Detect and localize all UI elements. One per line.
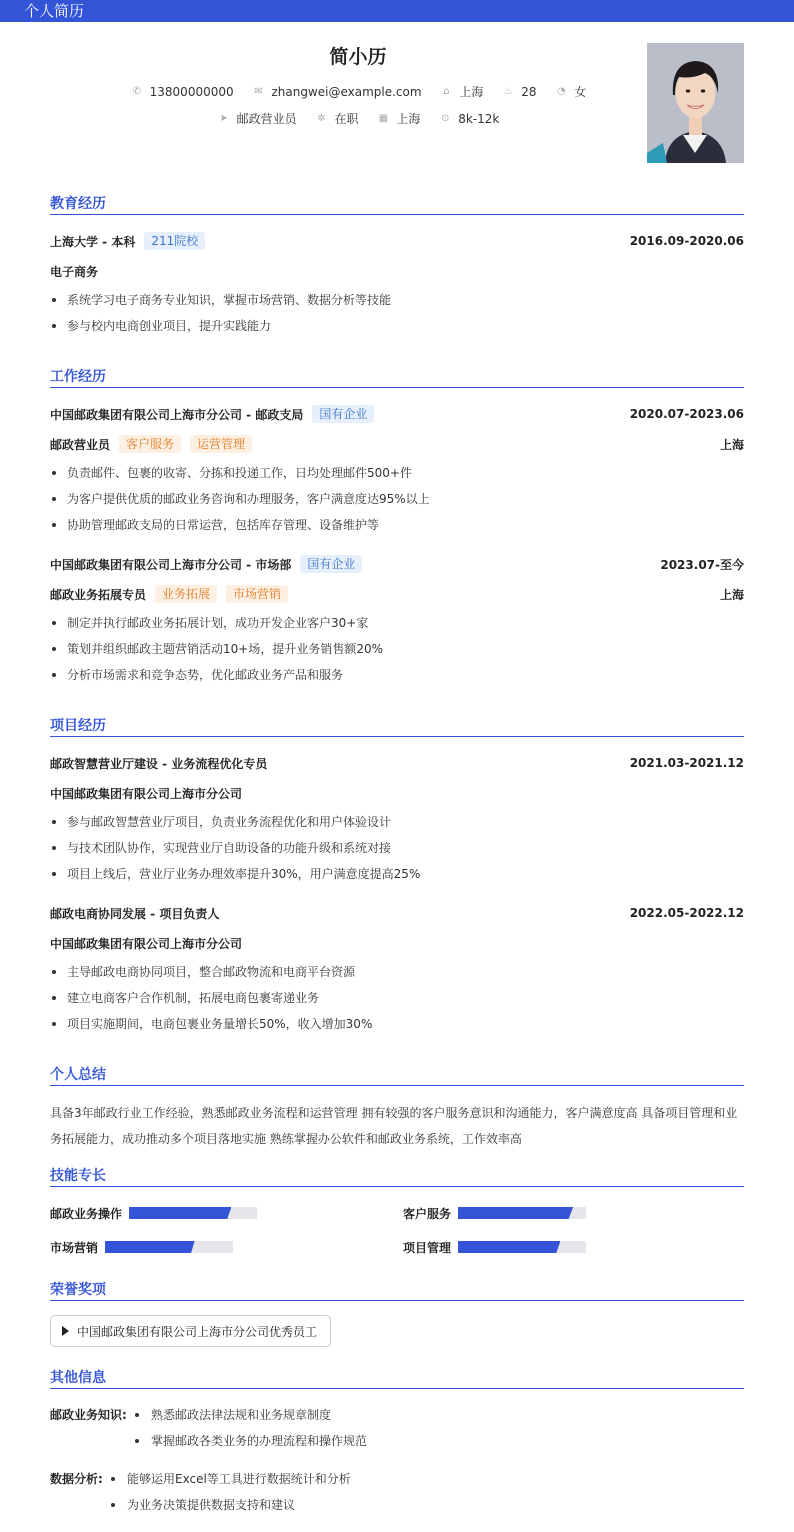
project-header (50, 754, 744, 772)
award-text: 中国邮政集团有限公司上海市分公司优秀员工 (77, 1324, 318, 1339)
section-title: 个人总结 (50, 1064, 744, 1086)
skill-bar-fill (129, 1207, 231, 1219)
list-item: 分析市场需求和竞争态势，优化邮政业务产品和服务 (50, 666, 744, 684)
phone: 13800000000 (149, 84, 234, 99)
section-title: 工作经历 (50, 366, 744, 388)
age: 28 (521, 84, 537, 99)
skill-item (403, 1204, 586, 1222)
role: 邮政业务拓展专员 (50, 587, 147, 602)
expand-triangle-icon (62, 1326, 69, 1336)
gender: 女 (574, 85, 587, 99)
project-header (50, 904, 744, 922)
other-label: 邮政业务知识: (50, 1408, 127, 1422)
send-icon: ➤ (219, 113, 228, 124)
list-item: 为业务决策提供数据支持和建议 (109, 1496, 295, 1514)
list-item: 协助管理邮政支局的日常运营，包括库存管理、设备维护等 (50, 516, 744, 534)
role-tag: 客户服务 (119, 435, 181, 453)
list-item: 与技术团队协作，实现营业厅自助设备的功能升级和系统对接 (50, 839, 744, 857)
skill-bar (105, 1241, 233, 1253)
header-title: 个人简历 (24, 2, 85, 20)
work-role-row (50, 435, 744, 453)
section-title: 技能专长 (50, 1165, 744, 1187)
project-org: 中国邮政集团有限公司上海市分公司 (50, 786, 243, 801)
project-title: 邮政电商协同发展 - 项目负责人 (50, 906, 220, 921)
resume-name: 简小历 (329, 46, 387, 68)
home-icon: ⌂ (443, 86, 450, 97)
major-row (50, 262, 744, 280)
list-item: 参与校内电商创业项目，提升实践能力 (50, 317, 744, 335)
project-date: 2022.05-2022.12 (629, 906, 744, 920)
role-tag: 业务拓展 (155, 585, 217, 603)
section-skills (50, 1165, 744, 1187)
list-item: 系统学习电子商务专业知识，掌握市场营销、数据分析等技能 (50, 291, 744, 309)
summary-text: 具备3年邮政行业工作经验，熟悉邮政业务流程和运营管理 拥有较强的客户服务意识和沟通能力，客户满意度高 具备项目管理和业务拓展能力，成功推动多个项目落地实施 熟练掌握办公软件和邮政业务系统，工作效率高 (50, 1106, 738, 1146)
list-item: 掌握邮政各类业务的办理流程和操作规范 (133, 1432, 367, 1450)
target-city: 上海 (396, 112, 421, 126)
skill-bar (458, 1241, 586, 1253)
list-item: 项目实施期间，电商包裹业务量增长50%，收入增加30% (50, 1015, 744, 1033)
section-education (50, 193, 744, 215)
skill-bar (129, 1207, 257, 1219)
job-status: 在职 (334, 112, 359, 126)
skill-bar-fill (458, 1207, 573, 1219)
company-tag: 国有企业 (312, 405, 374, 423)
list-item: 负责邮件、包裹的收寄、分拣和投递工作，日均处理邮件500+件 (50, 464, 744, 482)
section-awards (50, 1279, 744, 1301)
skill-name: 市场营销 (50, 1240, 99, 1255)
city: 上海 (459, 85, 484, 99)
header-bar (0, 0, 794, 22)
skill-item (50, 1204, 257, 1222)
contact-row (0, 83, 716, 100)
profile-photo (647, 43, 744, 163)
company-name: 中国邮政集团有限公司上海市分公司 - 市场部 (50, 557, 292, 572)
list-item: 能够运用Excel等工具进行数据统计和分析 (109, 1470, 351, 1488)
skill-item (50, 1238, 233, 1256)
education-header (50, 232, 744, 250)
section-work (50, 366, 744, 388)
intent-row (0, 110, 716, 127)
skill-item (403, 1238, 586, 1256)
list-item: 项目上线后，营业厅业务办理效率提升30%，用户满意度提高25% (50, 865, 744, 883)
other-label: 数据分析: (50, 1472, 103, 1486)
skill-bar-fill (458, 1241, 560, 1253)
list-item: 为客户提供优质的邮政业务咨询和办理服务，客户满意度达95%以上 (50, 490, 744, 508)
list-item: 制定并执行邮政业务拓展计划，成功开发企业客户30+家 (50, 614, 744, 632)
company-tag: 国有企业 (300, 555, 362, 573)
settings-icon: ✲ (317, 113, 326, 124)
gender-icon: ◔ (556, 86, 566, 97)
work-header (50, 405, 744, 423)
work-header (50, 555, 744, 573)
email: zhangwei@example.com (271, 84, 422, 99)
section-title: 其他信息 (50, 1367, 744, 1389)
section-projects (50, 715, 744, 737)
portrait-image (647, 43, 744, 163)
list-item: 参与邮政智慧营业厅项目，负责业务流程优化和用户体验设计 (50, 813, 744, 831)
section-title: 荣誉奖项 (50, 1279, 744, 1301)
list-item: 策划并组织邮政主题营销活动10+场，提升业务销售额20% (50, 640, 744, 658)
work-location: 上海 (719, 587, 744, 602)
list-item: 熟悉邮政法律法规和业务规章制度 (133, 1406, 331, 1424)
company-name: 中国邮政集团有限公司上海市分公司 - 邮政支局 (50, 407, 304, 422)
salary: 8k-12k (458, 111, 500, 126)
project-org-row (50, 784, 744, 802)
school-name: 上海大学 - 本科 (50, 234, 136, 249)
section-other (50, 1367, 744, 1389)
mail-icon: ✉ (254, 86, 263, 97)
work-date: 2023.07-至今 (660, 557, 744, 572)
work-location: 上海 (719, 437, 744, 452)
list-item: 主导邮政电商协同项目，整合邮政物流和电商平台资源 (50, 963, 744, 981)
work-date: 2020.07-2023.06 (629, 407, 744, 421)
section-summary (50, 1064, 744, 1086)
major: 电子商务 (50, 264, 99, 279)
building-icon: ▦ (378, 113, 389, 124)
school-tag: 211院校 (144, 232, 205, 250)
project-org-row (50, 934, 744, 952)
section-title: 教育经历 (50, 193, 744, 215)
job-intent: 邮政营业员 (236, 112, 297, 126)
list-item: 建立电商客户合作机制，拓展电商包裹寄递业务 (50, 989, 744, 1007)
skill-name: 项目管理 (403, 1240, 452, 1255)
salary-icon: ⊙ (440, 113, 450, 124)
role: 邮政营业员 (50, 437, 111, 452)
section-title: 项目经历 (50, 715, 744, 737)
skill-name: 客户服务 (403, 1206, 452, 1221)
project-org: 中国邮政集团有限公司上海市分公司 (50, 936, 243, 951)
project-title: 邮政智慧营业厅建设 - 业务流程优化专员 (50, 756, 268, 771)
work-role-row (50, 585, 744, 603)
project-date: 2021.03-2021.12 (629, 756, 744, 770)
award-item[interactable] (50, 1315, 331, 1347)
phone-icon: ✆ (132, 86, 141, 97)
skill-name: 邮政业务操作 (50, 1206, 123, 1221)
role-tag: 市场营销 (226, 585, 288, 603)
cake-icon: ♨ (503, 86, 513, 97)
skill-bar (458, 1207, 586, 1219)
role-tag: 运营管理 (190, 435, 252, 453)
education-date: 2016.09-2020.06 (629, 234, 744, 248)
skill-bar-fill (105, 1241, 195, 1253)
